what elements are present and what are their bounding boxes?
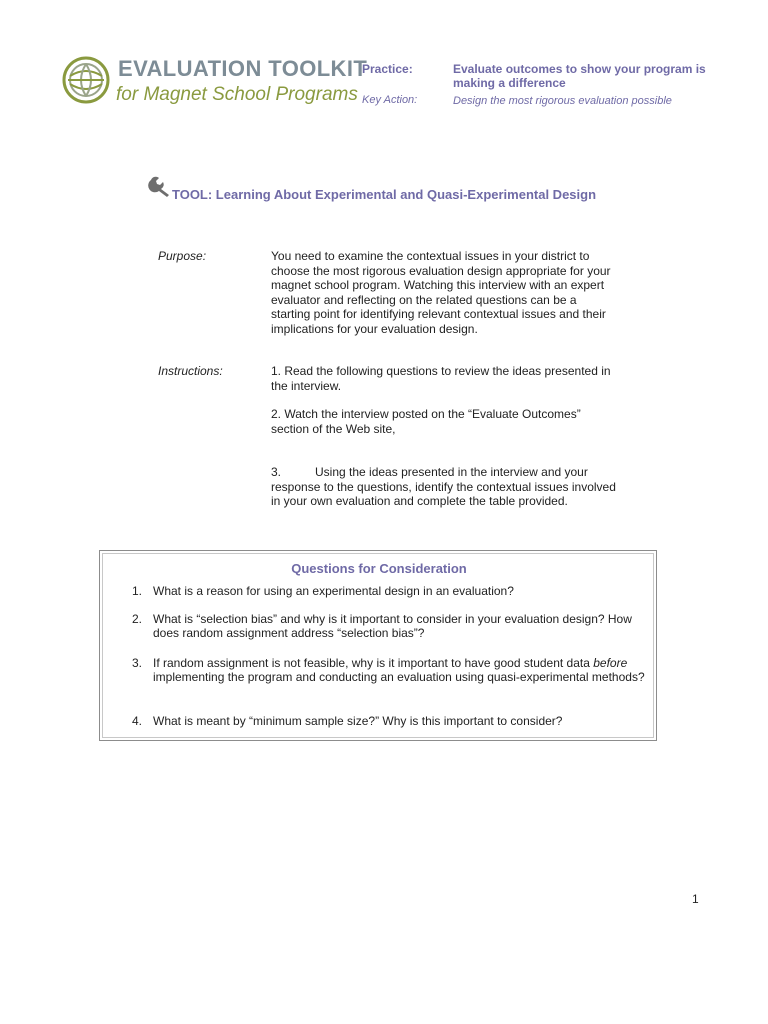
page-number: 1 bbox=[692, 892, 699, 906]
toolkit-logo-icon bbox=[62, 56, 110, 104]
question-text: If random assignment is not feasible, why is it important to have good student data before implementing the program and conducting an evaluation using quasi-experimental methods? bbox=[153, 656, 645, 685]
purpose-label: Purpose: bbox=[158, 249, 207, 263]
instruction-step-3 bbox=[271, 465, 616, 509]
question-text: What is “selection bias” and why is it important to consider in your evaluation design? How does random assignment address “selection bias”? bbox=[153, 612, 632, 641]
practice-label: Practice: bbox=[362, 62, 413, 76]
wrench-icon bbox=[148, 175, 172, 197]
instructions-label: Instructions: bbox=[158, 364, 223, 378]
question-text: What is meant by “minimum sample size?” Why is this important to consider? bbox=[153, 714, 563, 728]
logo-subtitle: for Magnet School Programs bbox=[116, 84, 358, 105]
instruction-step-3-number: 3. bbox=[271, 465, 282, 479]
practice-value: Evaluate outcomes to show your program is making a difference bbox=[453, 62, 706, 90]
instruction-step-2: 2. Watch the interview posted on the “Evaluate Outcomes” section of the Web site, bbox=[271, 407, 581, 436]
question-number: 2. bbox=[131, 612, 142, 626]
key-action-label: Key Action: bbox=[362, 94, 418, 106]
emphasis-before: before bbox=[593, 656, 628, 670]
logo-title: EVALUATION TOOLKIT bbox=[118, 56, 368, 81]
purpose-text: You need to examine the contextual issues in your district to choose the most rigorous evaluation design appropriate for your magnet school program. Watching this interview with an expert evaluator and reflecting on the related questions can be a starting point for identifying relevant contextual issues and their implications for your evaluation design. bbox=[271, 249, 611, 336]
instruction-step-1: 1. Read the following questions to review the ideas presented in the interview. bbox=[271, 364, 611, 393]
questions-title: Questions for Consideration bbox=[291, 561, 467, 576]
questions-box bbox=[99, 550, 657, 741]
instruction-step-3-text: Using the ideas presented in the interview and your response to the questions, identify the contextual issues involved in your own evaluation and complete the table provided. bbox=[271, 465, 616, 509]
key-action-value: Design the most rigorous evaluation possible bbox=[453, 95, 672, 107]
question-number: 3. bbox=[131, 656, 142, 670]
question-number: 1. bbox=[131, 584, 142, 598]
question-number: 4. bbox=[131, 714, 142, 728]
tool-title: TOOL: Learning About Experimental and Quasi-Experimental Design bbox=[172, 187, 597, 202]
question-text: What is a reason for using an experimental design in an evaluation? bbox=[153, 584, 514, 598]
